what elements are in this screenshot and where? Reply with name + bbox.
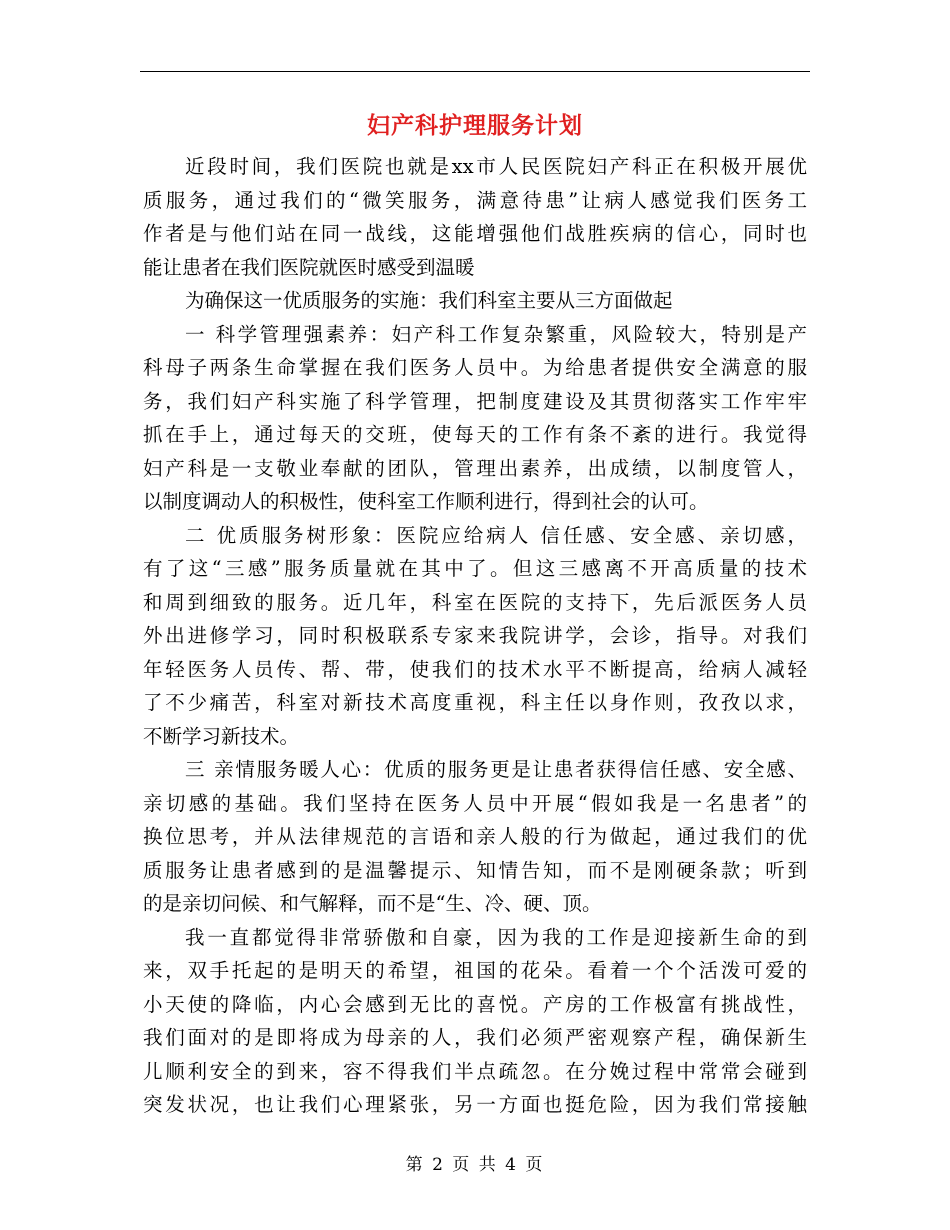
header-rule (140, 71, 810, 72)
text-line: 年轻医务人员传、帮、带，使我们的技术水平不断提高，给病人减轻 (143, 657, 807, 681)
text-line: 的是亲切问候、和气解释，而不是“生、冷、硬、顶。 (143, 892, 602, 915)
text-line: 以制度调动人的积极性，使科室工作顺利进行，得到社会的认可。 (143, 490, 709, 513)
text-line: 我们面对的是即将成为母亲的人，我们必须严密观察产程，确保新生 (143, 1026, 807, 1049)
page-number-footer: 第 2 页 共 4 页 (405, 1155, 545, 1175)
paragraph-intro (143, 150, 807, 284)
paragraph-reflection (143, 921, 807, 1122)
document-body (143, 150, 807, 1122)
text-line: 外出进修学习，同时积极联系专家来我院讲学，会诊，指导。对我们 (143, 624, 807, 647)
text-line: 换位思考，并从法律规范的言语和亲人般的行为做起，通过我们的优 (143, 825, 807, 848)
text-line: 能让患者在我们医院就医时感受到温暖 (143, 255, 475, 279)
text-line: 近段时间，我们医院也就是xx市人民医院妇产科正在积极开展优 (185, 155, 807, 178)
paragraph-section-three (143, 753, 807, 921)
text-line: 儿顺利安全的到来，容不得我们半点疏忽。在分娩过程中常常会碰到 (143, 1059, 807, 1083)
text-line: 突发状况，也让我们心理紧张，另一方面也挺危险，因为我们常接触 (143, 1093, 807, 1116)
paragraph-aims (143, 284, 807, 318)
text-line: 了不少痛苦，科室对新技术高度重视，科主任以身作则，孜孜以求， (143, 691, 807, 714)
text-line: 三 亲情服务暖人心：优质的服务更是让患者获得信任感、安全感、 (185, 758, 807, 781)
text-line: 一 科学管理强素养：妇产科工作复杂繁重，风险较大，特别是产 (185, 322, 807, 346)
text-line: 二 优质服务树形象：医院应给病人 信任感、安全感、亲切感， (185, 523, 807, 547)
paragraph-section-two (143, 519, 807, 754)
text-line: 不断学习新技术。 (143, 724, 300, 748)
document-title: 妇产科护理服务计划 (367, 112, 583, 139)
text-line: 小天使的降临，内心会感到无比的喜悦。产房的工作极富有挑战性， (143, 992, 807, 1016)
text-line: 为确保这一优质服务的实施：我们科室主要从三方面做起 (185, 289, 673, 312)
text-line: 抓在手上，通过每天的交班，使每天的工作有条不紊的进行。我觉得 (143, 423, 807, 446)
text-line: 质服务，通过我们的“微笑服务，满意待患”让病人感觉我们医务工 (143, 188, 807, 212)
text-line: 质服务让患者感到的是温馨提示、知情告知，而不是刚硬条款；听到 (143, 858, 807, 882)
paragraph-section-one (143, 318, 807, 519)
text-line: 亲切感的基础。我们坚持在医务人员中开展“假如我是一名患者”的 (143, 791, 807, 815)
text-line: 和周到细致的服务。近几年，科室在医院的支持下，先后派医务人员 (143, 590, 807, 614)
text-line: 科母子两条生命掌握在我们医务人员中。为给患者提供安全满意的服 (143, 356, 807, 379)
text-line: 作者是与他们站在同一战线，这能增强他们战胜疾病的信心，同时也 (143, 222, 807, 245)
text-line: 有了这“三感”服务质量就在其中了。但这三感离不开高质量的技术 (143, 557, 807, 580)
text-line: 来，双手托起的是明天的希望，祖国的花朵。看着一个个活泼可爱的 (143, 959, 807, 982)
text-line: 妇产科是一支敬业奉献的团队，管理出素养，出成绩，以制度管人， (143, 456, 807, 480)
text-line: 务，我们妇产科实施了科学管理，把制度建设及其贯彻落实工作牢牢 (143, 389, 807, 413)
text-line: 我一直都觉得非常骄傲和自豪，因为我的工作是迎接新生命的到 (185, 925, 807, 949)
